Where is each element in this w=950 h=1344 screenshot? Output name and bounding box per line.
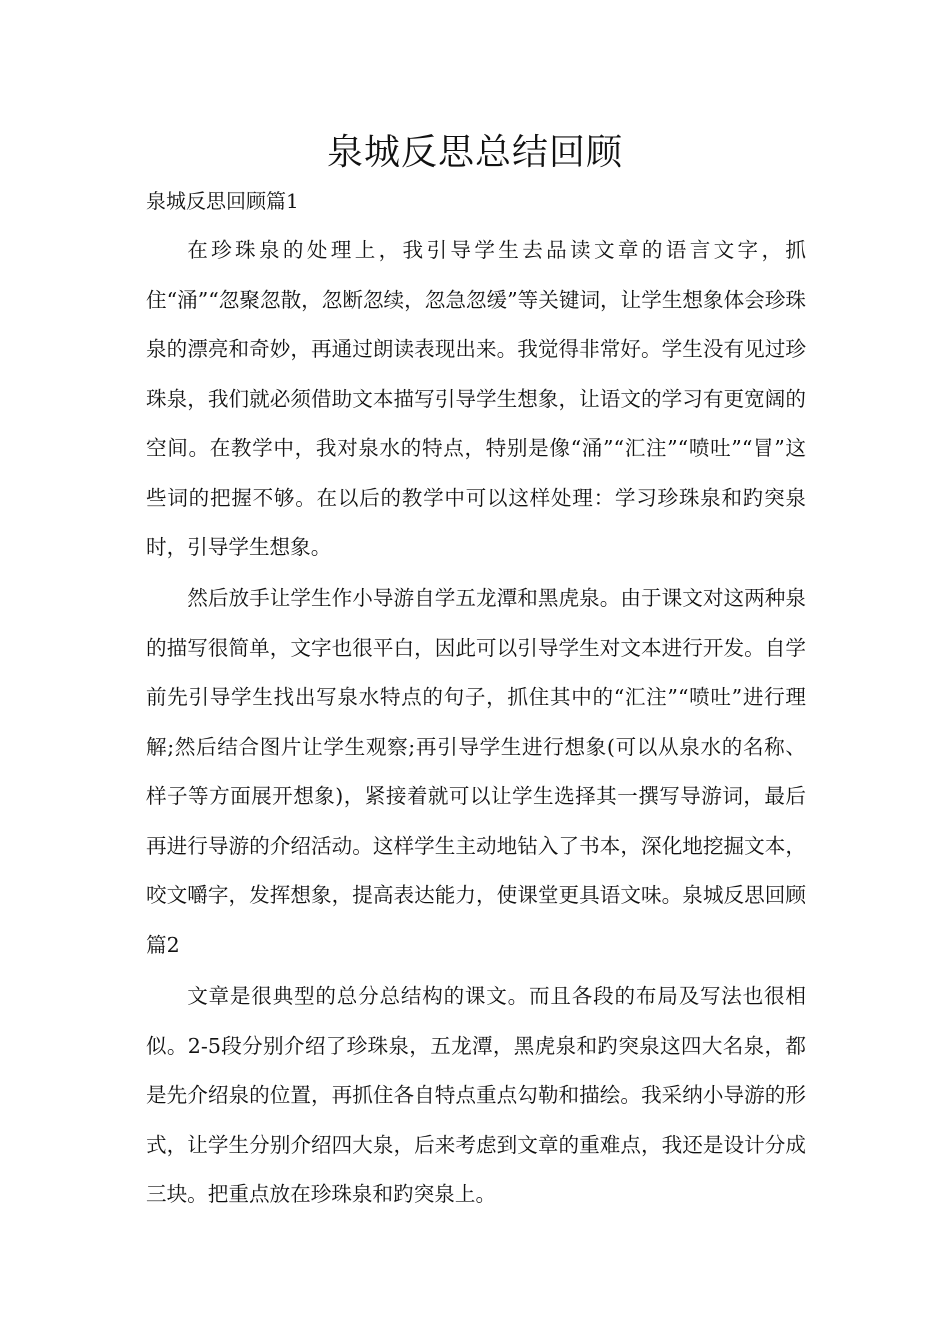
paragraph-2: 然后放手让学生作小导游自学五龙潭和黑虎泉。由于课文对这两种泉的描写很简单，文字也很平白，因此可以引导学生对文本进行开发。自学前先引导学生找出写泉水特点的句子，抓住其中的“汇注”“喷吐”进行理解;然后结合图片让学生观察;再引导学生进行想象(可以从泉水的名称、样子等方面展开想象)，紧接着就可以让学生选择其一撰写导游词，最后再进行导游的介绍活动。这样学生主动地钻入了书本，深化地挖掘文本，咬文嚼字，发挥想象，提高表达能力，使课堂更具语文味。泉城反思回顾篇2 — [146, 586, 806, 957]
page-title: 泉城反思总结回顾 — [326, 132, 623, 173]
paragraph-3: 文章是很典型的总分总结构的课文。而且各段的布局及写法也很相似。2-5段分别介绍了珍珠泉，五龙潭，黑虎泉和趵突泉这四大名泉，都是先介绍泉的位置，再抓住各自特点重点勾勒和描绘。我采纳小导游的形式，让学生分别介绍四大泉，后来考虑到文章的重难点，我还是设计分成三块。把重点放在珍珠泉和趵突泉上。 — [146, 984, 806, 1206]
paragraph-1: 在珍珠泉的处理上，我引导学生去品读文章的语言文字，抓住“涌”“忽聚忽散，忽断忽续，忽急忽缓”等关键词，让学生想象体会珍珠泉的漂亮和奇妙，再通过朗读表现出来。我觉得非常好。学生没有见过珍珠泉，我们就必须借助文本描写引导学生想象，让语文的学习有更宽阔的空间。在教学中，我对泉水的特点，特别是像“涌”“汇注”“喷吐”“冒”这些词的把握不够。在以后的教学中可以这样处理：学习珍珠泉和趵突泉时，引导学生想象。 — [146, 238, 806, 559]
section-heading: 泉城反思回顾篇1 — [146, 189, 299, 213]
